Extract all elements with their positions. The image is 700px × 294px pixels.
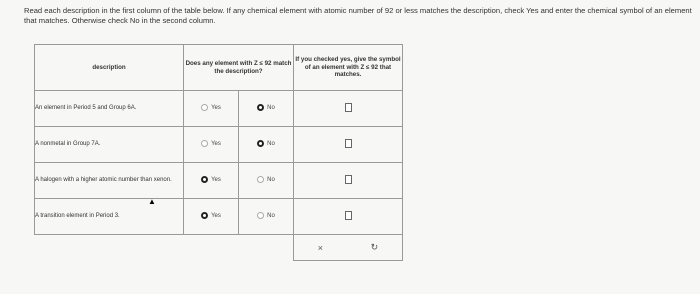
no-cell [239, 127, 294, 163]
yes-cell [184, 91, 239, 127]
row-description: A halogen with a higher atomic number than xenon. [35, 163, 184, 199]
header-row [35, 45, 403, 91]
symbol-cell [294, 163, 403, 199]
header-symbol [294, 45, 403, 91]
yes-cell [184, 199, 239, 235]
reset-icon[interactable]: ↻ [370, 242, 379, 252]
radio-selected-icon [201, 212, 208, 219]
yes-label: Yes [211, 212, 221, 219]
no-cell [239, 199, 294, 235]
table-row [35, 163, 403, 199]
yes-radio[interactable] [201, 140, 221, 147]
no-radio[interactable] [257, 212, 275, 219]
mouse-cursor-icon: ▲ [148, 197, 156, 206]
table-row [35, 127, 403, 163]
actions-row [35, 235, 403, 261]
no-label: No [267, 104, 275, 111]
question-table [34, 44, 403, 261]
row-description: A nonmetal in Group 7A. [35, 127, 184, 163]
yes-label: Yes [211, 176, 221, 183]
yes-label: Yes [211, 104, 221, 111]
no-label: No [267, 140, 275, 147]
row-description: An element in Period 5 and Group 6A. [35, 91, 184, 127]
no-label: No [267, 212, 275, 219]
symbol-input[interactable] [345, 103, 352, 112]
no-radio[interactable] [257, 140, 275, 147]
yes-radio[interactable] [201, 176, 221, 183]
empty-cell [35, 235, 294, 261]
table-row [35, 91, 403, 127]
yes-radio[interactable] [201, 104, 221, 111]
instructions-text: Read each description in the first column of the table below. If any chemical element with atomic number of 92 or less matches the description, check Yes and enter the chemical symbol of an element that matches. Otherwise check No in the second column. [24, 6, 692, 25]
yes-cell [184, 127, 239, 163]
actions-cell [294, 235, 403, 261]
symbol-input[interactable] [345, 175, 352, 184]
header-description: description [35, 45, 184, 91]
radio-circle-icon [257, 176, 264, 183]
radio-selected-icon [201, 176, 208, 183]
table-row [35, 199, 403, 235]
yes-label: Yes [211, 140, 221, 147]
no-radio[interactable] [257, 176, 275, 183]
no-label: No [267, 176, 275, 183]
radio-circle-icon [257, 212, 264, 219]
no-cell [239, 163, 294, 199]
yes-cell [184, 163, 239, 199]
symbol-cell [294, 199, 403, 235]
radio-circle-icon [201, 140, 208, 147]
radio-selected-icon [257, 140, 264, 147]
header-match [184, 45, 294, 91]
radio-selected-icon [257, 104, 264, 111]
no-radio[interactable] [257, 104, 275, 111]
header-symbol-text: If you checked yes, give the symbol of an element with Z ≤ 92 that matches. [295, 56, 401, 79]
symbol-input[interactable] [345, 211, 352, 220]
radio-circle-icon [201, 104, 208, 111]
symbol-input[interactable] [345, 139, 352, 148]
symbol-cell [294, 127, 403, 163]
symbol-cell [294, 91, 403, 127]
header-match-text: Does any element with Z ≤ 92 match the description? [185, 60, 292, 75]
clear-icon[interactable]: × [317, 242, 324, 253]
row-description: A transition element in Period 3. [35, 199, 184, 235]
no-cell [239, 91, 294, 127]
yes-radio[interactable] [201, 212, 221, 219]
